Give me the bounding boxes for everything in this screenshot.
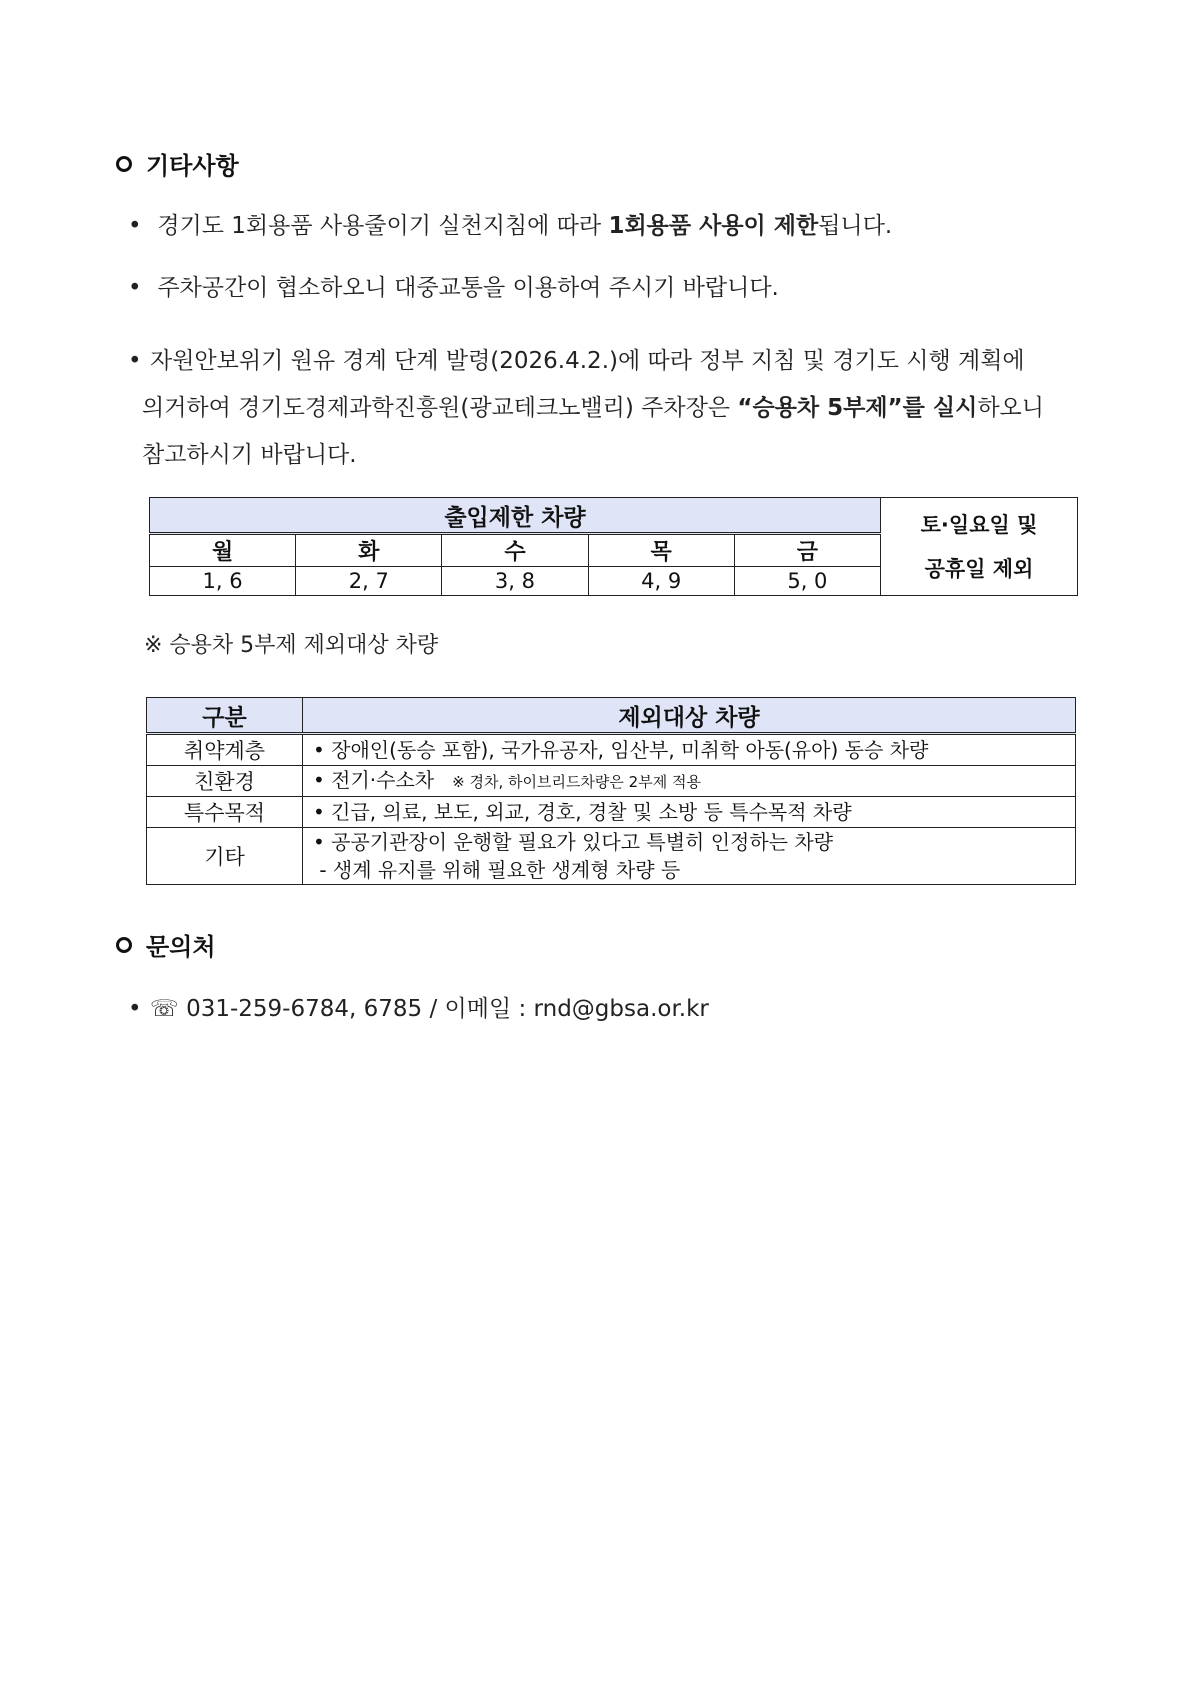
row-description-main: • 전기·수소차	[313, 768, 435, 792]
section-title: 문의처	[146, 933, 216, 961]
exclusion-vehicle-table	[146, 697, 1076, 885]
exception-line-2: 공휴일 제외	[924, 556, 1034, 581]
row-description: • 긴급, 의료, 보도, 외교, 경호, 경찰 및 소방 등 특수목적 차량	[303, 797, 1076, 828]
row-description-note: ※ 경차, 하이브리드차량은 2부제 적용	[452, 773, 701, 791]
day-fri: 금	[734, 534, 880, 567]
bullet-marker: •	[128, 996, 142, 1022]
notice-line-2	[128, 385, 1088, 432]
row-description	[303, 766, 1076, 797]
notice-text: 자원안보위기 원유 경계 단계 발령(2026.4.2.)에 따라 정부 지침 및 경기도 시행 계획에	[150, 348, 1025, 374]
plate-digits-mon: 1, 6	[150, 567, 296, 596]
contact-text: 031-259-6784, 6785 / 이메일 : rnd@gbsa.or.kr	[178, 996, 709, 1022]
circle-bullet-icon	[116, 156, 132, 172]
section-heading-misc	[116, 146, 239, 181]
row-description	[303, 828, 1076, 885]
row-description-line-1: • 공공기관장이 운행할 필요가 있다고 특별히 인정하는 차량	[313, 830, 833, 854]
row-category: 기타	[147, 828, 303, 885]
plate-digits-thu: 4, 9	[588, 567, 734, 596]
row-category: 친환경	[147, 766, 303, 797]
notice-line-3	[128, 432, 1088, 479]
plate-digits-tue: 2, 7	[296, 567, 442, 596]
header-description: 제외대상 차량	[303, 698, 1076, 734]
notice-text-end: 됩니다.	[818, 213, 893, 239]
notice-item-five-day-rotation	[128, 338, 1088, 479]
bullet-marker: •	[128, 275, 142, 301]
bullet-marker: •	[128, 213, 142, 239]
contact-info	[128, 993, 709, 1025]
notice-text-emphasis: “승용차 5부제”를 실시	[737, 395, 978, 421]
row-description: • 장애인(동승 포함), 국가유공자, 임산부, 미취학 아동(유아) 동승 차량	[303, 734, 1076, 766]
weekend-exception-cell	[881, 498, 1078, 596]
day-tue: 화	[296, 534, 442, 567]
day-mon: 월	[150, 534, 296, 567]
exclusion-note: ※ 승용차 5부제 제외대상 차량	[144, 633, 439, 658]
plate-digits-fri: 5, 0	[734, 567, 880, 596]
header-category: 구분	[147, 698, 303, 734]
notice-text-end: 하오니	[977, 395, 1044, 421]
exception-line-1: 토·일요일 및	[920, 512, 1038, 537]
notice-item-parking	[128, 272, 779, 304]
day-thu: 목	[588, 534, 734, 567]
notice-text: 주차공간이 협소하오니 대중교통을 이용하여 주시기 바랍니다.	[157, 275, 779, 301]
restricted-vehicle-table	[149, 497, 1078, 596]
phone-icon: ☏	[150, 996, 179, 1022]
row-category: 취약계층	[147, 734, 303, 766]
circle-bullet-icon	[116, 937, 132, 953]
bullet-marker: •	[128, 348, 142, 374]
notice-text: 경기도 1회용품 사용줄이기 실천지침에 따라	[157, 213, 609, 239]
row-category: 특수목적	[147, 797, 303, 828]
table-header: 출입제한 차량	[150, 498, 881, 534]
plate-digits-wed: 3, 8	[442, 567, 588, 596]
section-title: 기타사항	[146, 152, 239, 180]
notice-text-emphasis: 1회용품 사용이 제한	[608, 213, 819, 239]
row-description-line-2: - 생계 유지를 위해 필요한 생계형 차량 등	[313, 858, 681, 882]
notice-line-1	[128, 338, 1088, 385]
day-wed: 수	[442, 534, 588, 567]
notice-text: 의거하여 경기도경제과학진흥원(광교테크노밸리) 주차장은	[142, 395, 738, 421]
section-heading-contact	[116, 927, 216, 962]
notice-text: 참고하시기 바랍니다.	[142, 442, 357, 468]
notice-item-disposables	[128, 210, 892, 242]
